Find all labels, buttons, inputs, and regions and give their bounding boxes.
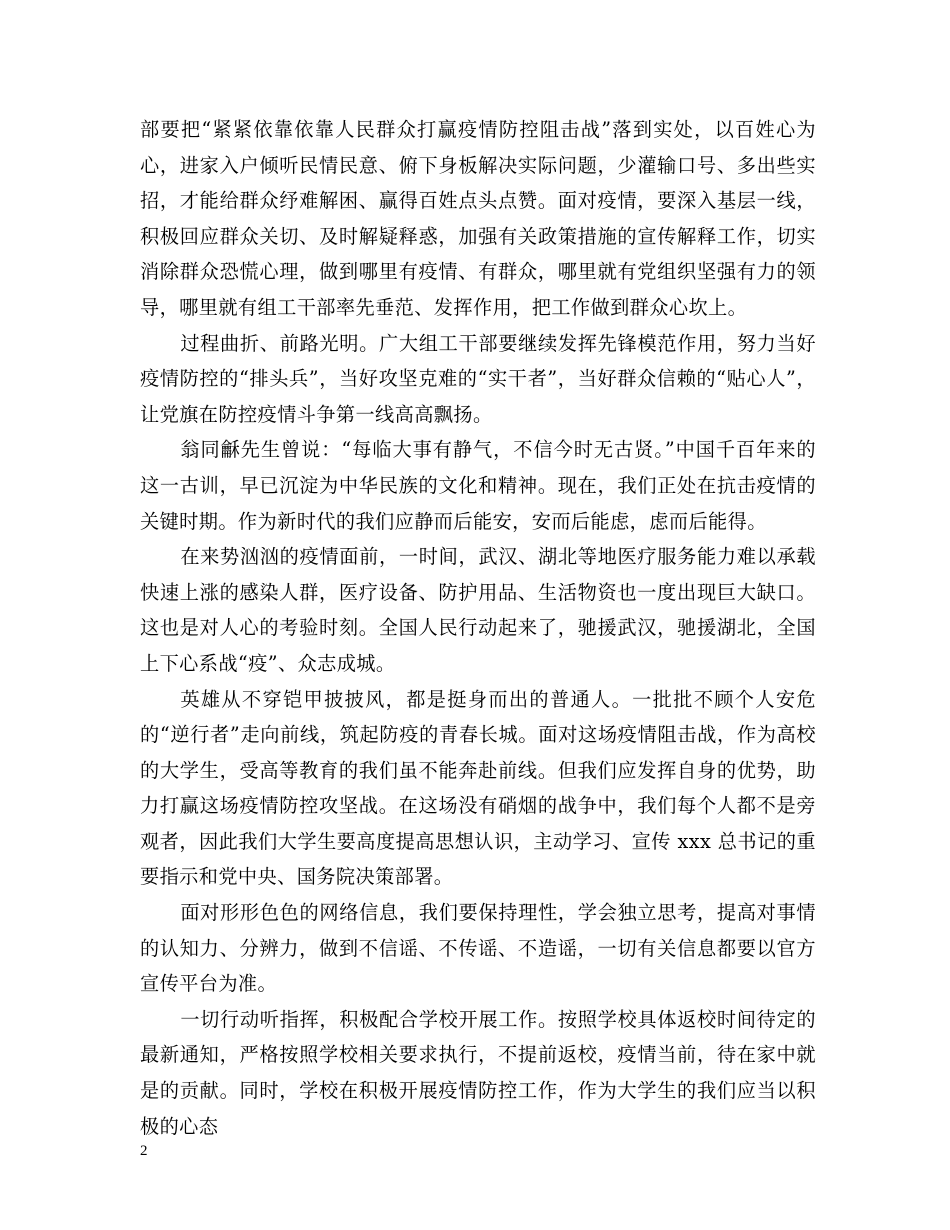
paragraph-2: 过程曲折、前路光明。广大组工干部要继续发挥先锋模范作用，努力当好疫情防控的“排头兵”，当好攻坚克难的“实干者”，当好群众信赖的“贴心人”，让党旗在防控疫情斗争第一线高高飘扬。 bbox=[140, 331, 816, 426]
paragraph-6: 面对形形色色的网络信息，我们要保持理性，学会独立思考，提高对事情的认知力、分辨力，做到不信谣、不传谣、不造谣，一切有关信息都要以官方宣传平台为准。 bbox=[140, 901, 816, 996]
paragraph-1: 部要把“紧紧依靠依靠人民群众打赢疫情防控阻击战”落到实处，以百姓心为心，进家入户倾听民情民意、俯下身板解决实际问题，少灌输口号、多出些实招，才能给群众纾难解困、赢得百姓点头点赞。面对疫情，要深入基层一线，积极回应群众关切、及时解疑释惑，加强有关政策措施的宣传解释工作，切实消除群众恐慌心理，做到哪里有疫情、有群众，哪里就有党组织坚强有力的领导，哪里就有组工干部率先垂范、发挥作用，把工作做到群众心坎上。 bbox=[140, 118, 816, 319]
page-number: 2 bbox=[140, 1143, 148, 1159]
document-body bbox=[140, 112, 816, 1144]
paragraph-3: 翁同龢先生曾说：“每临大事有静气，不信今时无古贤。”中国千百年来的这一古训，早已沉淀为中华民族的文化和精神。现在，我们正处在抗击疫情的关键时期。作为新时代的我们应静而后能安，安而后能虑，虑而后能得。 bbox=[140, 438, 816, 533]
paragraph-5: 英雄从不穿铠甲披披风，都是挺身而出的普通人。一批批不顾个人安危的“逆行者”走向前线，筑起防疫的青春长城。面对这场疫情阻击战，作为高校的大学生，受高等教育的我们虽不能奔赴前线。但我们应发挥自身的优势，助力打赢这场疫情防控攻坚战。在这场没有硝烟的战争中，我们每个人都不是旁观者，因此我们大学生要高度提高思想认识，主动学习、宣传 xxx 总书记的重要指示和党中央、国务院决策部署。 bbox=[140, 687, 816, 889]
paragraph-4: 在来势汹汹的疫情面前，一时间，武汉、湖北等地医疗服务能力难以承载快速上涨的感染人群，医疗设备、防护用品、生活物资也一度出现巨大缺口。这也是对人心的考验时刻。全国人民行动起来了，驰援武汉，驰援湖北，全国上下心系战“疫”、众志成城。 bbox=[140, 545, 816, 675]
paragraph-7: 一切行动听指挥，积极配合学校开展工作。按照学校具体返校时间待定的最新通知，严格按照学校相关要求执行，不提前返校，疫情当前，待在家中就是的贡献。同时，学校在积极开展疫情防控工作，作为大学生的我们应当以积极的心态 bbox=[140, 1007, 816, 1138]
